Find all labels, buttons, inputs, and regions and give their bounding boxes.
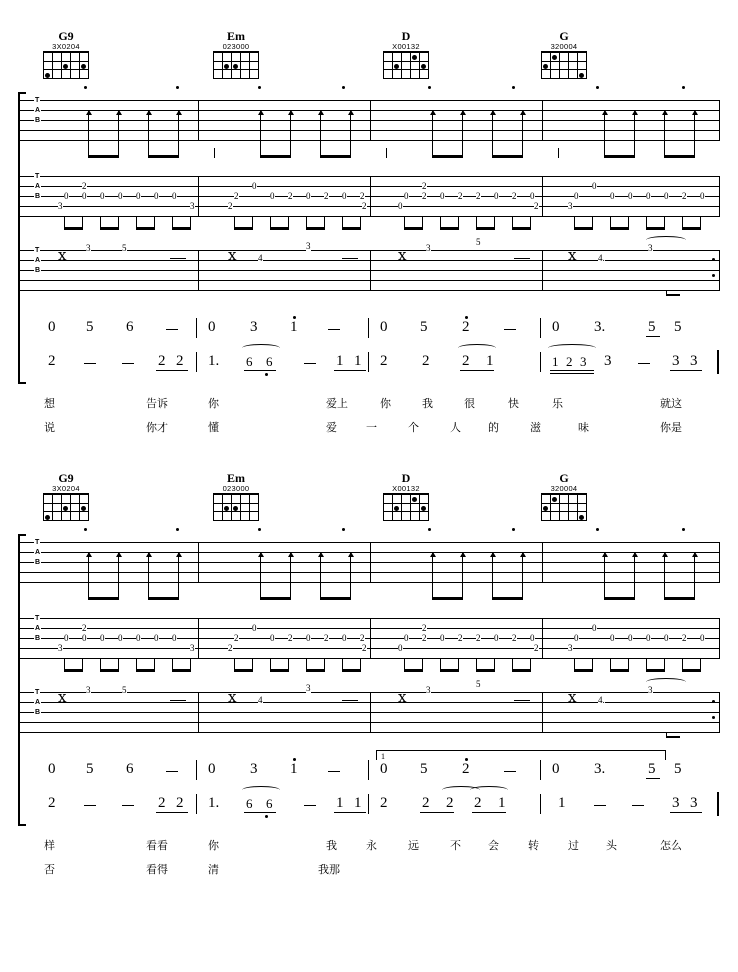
tab-label-b: B — [35, 267, 41, 274]
tab-row-2: T A B 2 0 0 0 0 0 0 0 3 3 0 2 0 2 0 2 0 2 2 2 2 0 2 0 2 2 0 2 0 0 2 0 0 0 0 0 0 2 0 3 — [18, 618, 720, 678]
chord-fingering: X00132 — [392, 42, 420, 51]
melody-line-1: 0 5 6 0 3 1 0 5 2 0 3. 5 5 — [18, 320, 720, 354]
chord-diagram-g9-1 — [36, 30, 96, 79]
rest-symbol: x — [568, 246, 577, 264]
ending-number: 1 — [381, 752, 385, 761]
lyrics-row-1: 想 告诉 你 爱上 你 我 很 快 乐 就这 — [44, 397, 682, 410]
chord-name: D — [401, 471, 411, 485]
tab-label-b: B — [35, 635, 41, 642]
lyrics-row-1: 样 看看 你 我 永 远 不 会 转 过 头 怎么 — [44, 839, 682, 852]
chord-diagram-g-2 — [534, 472, 594, 521]
rest-symbol: x — [58, 688, 67, 706]
tab-label-t: T — [35, 689, 40, 696]
chord-name: G9 — [58, 471, 74, 485]
chord-fingering: 320004 — [550, 42, 578, 51]
melody-line-2: 2 2 2 1. 6 6 1 1 2 2 2 1 1 2 3 3 3 3 — [18, 354, 720, 390]
rest-symbol: x — [398, 246, 407, 264]
chord-fingering: 3X0204 — [52, 484, 80, 493]
chord-diagram-em-2 — [206, 472, 266, 521]
chord-grid — [383, 493, 429, 521]
tab-label-t: T — [35, 247, 40, 254]
chord-fingering: 320004 — [550, 484, 578, 493]
chord-diagram-d-1 — [376, 30, 436, 79]
tab-label-t: T — [35, 173, 40, 180]
chord-name: G — [559, 29, 569, 43]
lyrics-row-2: 否 看得 清 我那 — [44, 863, 340, 876]
tab-label-a: A — [35, 183, 41, 190]
chord-grid — [43, 51, 89, 79]
chord-grid — [213, 51, 259, 79]
tab-label-b: B — [35, 193, 41, 200]
tab-row-2: T A B 2 0 0 0 0 0 0 0 3 3 0 2 0 2 0 2 0 2 2 2 2 0 2 0 2 2 0 2 0 0 2 0 0 0 0 0 0 2 0 3 — [18, 176, 720, 236]
tab-label-t: T — [35, 539, 40, 546]
tab-label-t: T — [35, 615, 40, 622]
chord-fingering: X00132 — [392, 484, 420, 493]
tab-label-a: A — [35, 549, 41, 556]
chord-grid — [383, 51, 429, 79]
strum-row — [18, 534, 720, 604]
tab-label-b: B — [35, 709, 41, 716]
chord-diagram-g9-2 — [36, 472, 96, 521]
staff-system-1 — [18, 92, 720, 434]
rest-symbol: x — [228, 246, 237, 264]
chord-fingering: 023000 — [222, 42, 250, 51]
tab-label-b: B — [35, 559, 41, 566]
chord-grid — [213, 493, 259, 521]
chord-diagram-g-1 — [534, 30, 594, 79]
rest-symbol: x — [398, 688, 407, 706]
chord-fingering: 3X0204 — [52, 42, 80, 51]
melody-line-2: 2 2 2 1. 6 6 1 1 2 2 2 2 1 1 3 3 — [18, 796, 720, 832]
staff-system-2 — [18, 534, 720, 876]
tab-label-a: A — [35, 107, 41, 114]
chord-diagram-d-2 — [376, 472, 436, 521]
tab-row-3: T A B x 3 5 x 4 3 x 3 5 x 4. 3 — [18, 692, 720, 752]
chord-name: Em — [227, 29, 245, 43]
tab-label-a: A — [35, 699, 41, 706]
chord-grid — [43, 493, 89, 521]
chord-name: G9 — [58, 29, 74, 43]
rest-symbol: x — [568, 688, 577, 706]
tab-label-a: A — [35, 625, 41, 632]
chord-name: D — [401, 29, 411, 43]
rest-symbol: x — [58, 246, 67, 264]
melody-line-1: 0 5 6 0 3 1 0 5 2 0 3. 5 5 — [18, 762, 720, 796]
tab-row-3: T A B x 3 5 x 4 3 x 3 5 x 4. 3 — [18, 250, 720, 310]
chord-name: G — [559, 471, 569, 485]
chord-diagram-em-1 — [206, 30, 266, 79]
tab-label-a: A — [35, 257, 41, 264]
lyrics-row-2: 说 你才 懂 爱 一 个 人 的 滋 味 你是 — [44, 421, 682, 434]
chord-grid — [541, 493, 587, 521]
chord-grid — [541, 51, 587, 79]
tab-label-b: B — [35, 117, 41, 124]
strum-row — [18, 92, 720, 162]
chord-fingering: 023000 — [222, 484, 250, 493]
tab-label-t: T — [35, 97, 40, 104]
chord-name: Em — [227, 471, 245, 485]
rest-symbol: x — [228, 688, 237, 706]
